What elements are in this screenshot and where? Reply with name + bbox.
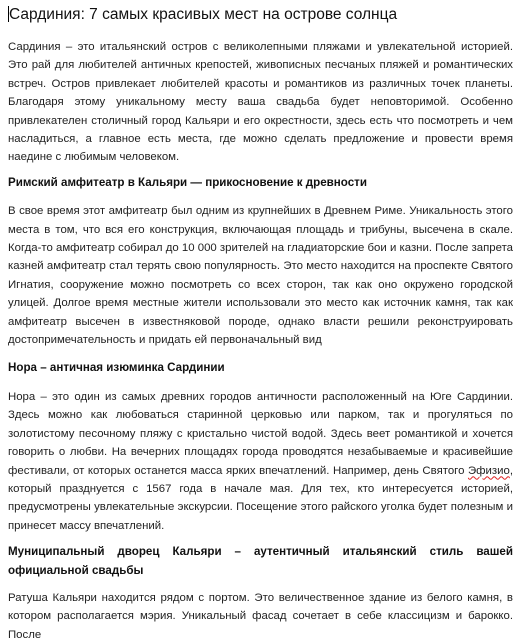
- intro-paragraph[interactable]: Сардиния – это итальянский остров с великолепными пляжами и увлекательной историей. Это рай для любителей античных крепостей, живописных песчаных пляжей и романтических встреч. Остров привлекает любителей красоты и романтиков из различных точек планеты. Благодаря этому уникальному месту ваша свадьба будет неповторимой. Особенно привлекателен столичный город Кальяри и его окрестности, здесь есть что посмотреть и чем насладиться, а главное есть места, где можно сделать предложение и провести время наедине с любимым человеком.: [8, 41, 513, 164]
- document-title[interactable]: [8, 4, 513, 26]
- palace-paragraph[interactable]: Ратуша Кальяри находится рядом с портом. Это величественное здание из белого камня, в котором располагается мэрия. Уникальный фасад сочетает в себе классицизм и барокко. После: [8, 591, 513, 641]
- amphitheatre-paragraph[interactable]: В свое время этот амфитеатр был одним из крупнейших в Древнем Риме. Уникальность этого места в том, что вся его конструкция, включающая площадь и трибуны, высечена в скале. Когда-то амфитеатр собирал до 10 000 зрителей на гладиаторские бои и казни. После запрета казней амфитеатр стал терять свою популярность. Это место находится на проспекте Святого Игнатия, сооружение можно посмотреть со всех сторон, так как оно окружено городской улицей. Долгое время местные жители использовали это место как источник камня, так как амфитеатр высечен в известняковой породе, однако власти решили реконструировать достопримечательность и придать ей первоначальный вид: [8, 205, 513, 347]
- section-heading-amphitheatre[interactable]: Римский амфитеатр в Кальяри — прикосновение к древности: [8, 175, 367, 189]
- nora-paragraph[interactable]: [8, 388, 513, 535]
- section-heading-nora[interactable]: Нора – античная изюминка Сардинии: [8, 360, 225, 374]
- nora-text-part-2: , который празднуется с 1567 года в начале мая. Для тех, кто интересуется историей, предусмотрены увлекательные экскурсии. Посещение этого райского уголка будет полезным и принесет массу впечатлений.: [8, 464, 513, 532]
- document-title-text[interactable]: Сардиния: 7 самых красивых мест на острове солнца: [9, 6, 398, 23]
- document-page: [8, 0, 513, 644]
- nora-text-part-1: Нора – это один из самых древних городов античности расположенный на Юге Сардинии. Здесь можно как любоваться старинной церковью или парком, так и прогуляться по золотистому песочному пляжу с кристально чистой водой. Здесь веет романтикой и хочется говорить о любви. На вечерних площадях города проводятся незабываемые и красивейшие фестивали, от которых останется масса ярких впечатлений. Например, день Святого: [8, 390, 513, 477]
- section-heading-palace[interactable]: Муниципальный дворец Кальяри – аутентичный итальянский стиль вашей официальной свадьбы: [8, 545, 513, 577]
- spellcheck-flagged-word[interactable]: Эфизио: [467, 464, 510, 477]
